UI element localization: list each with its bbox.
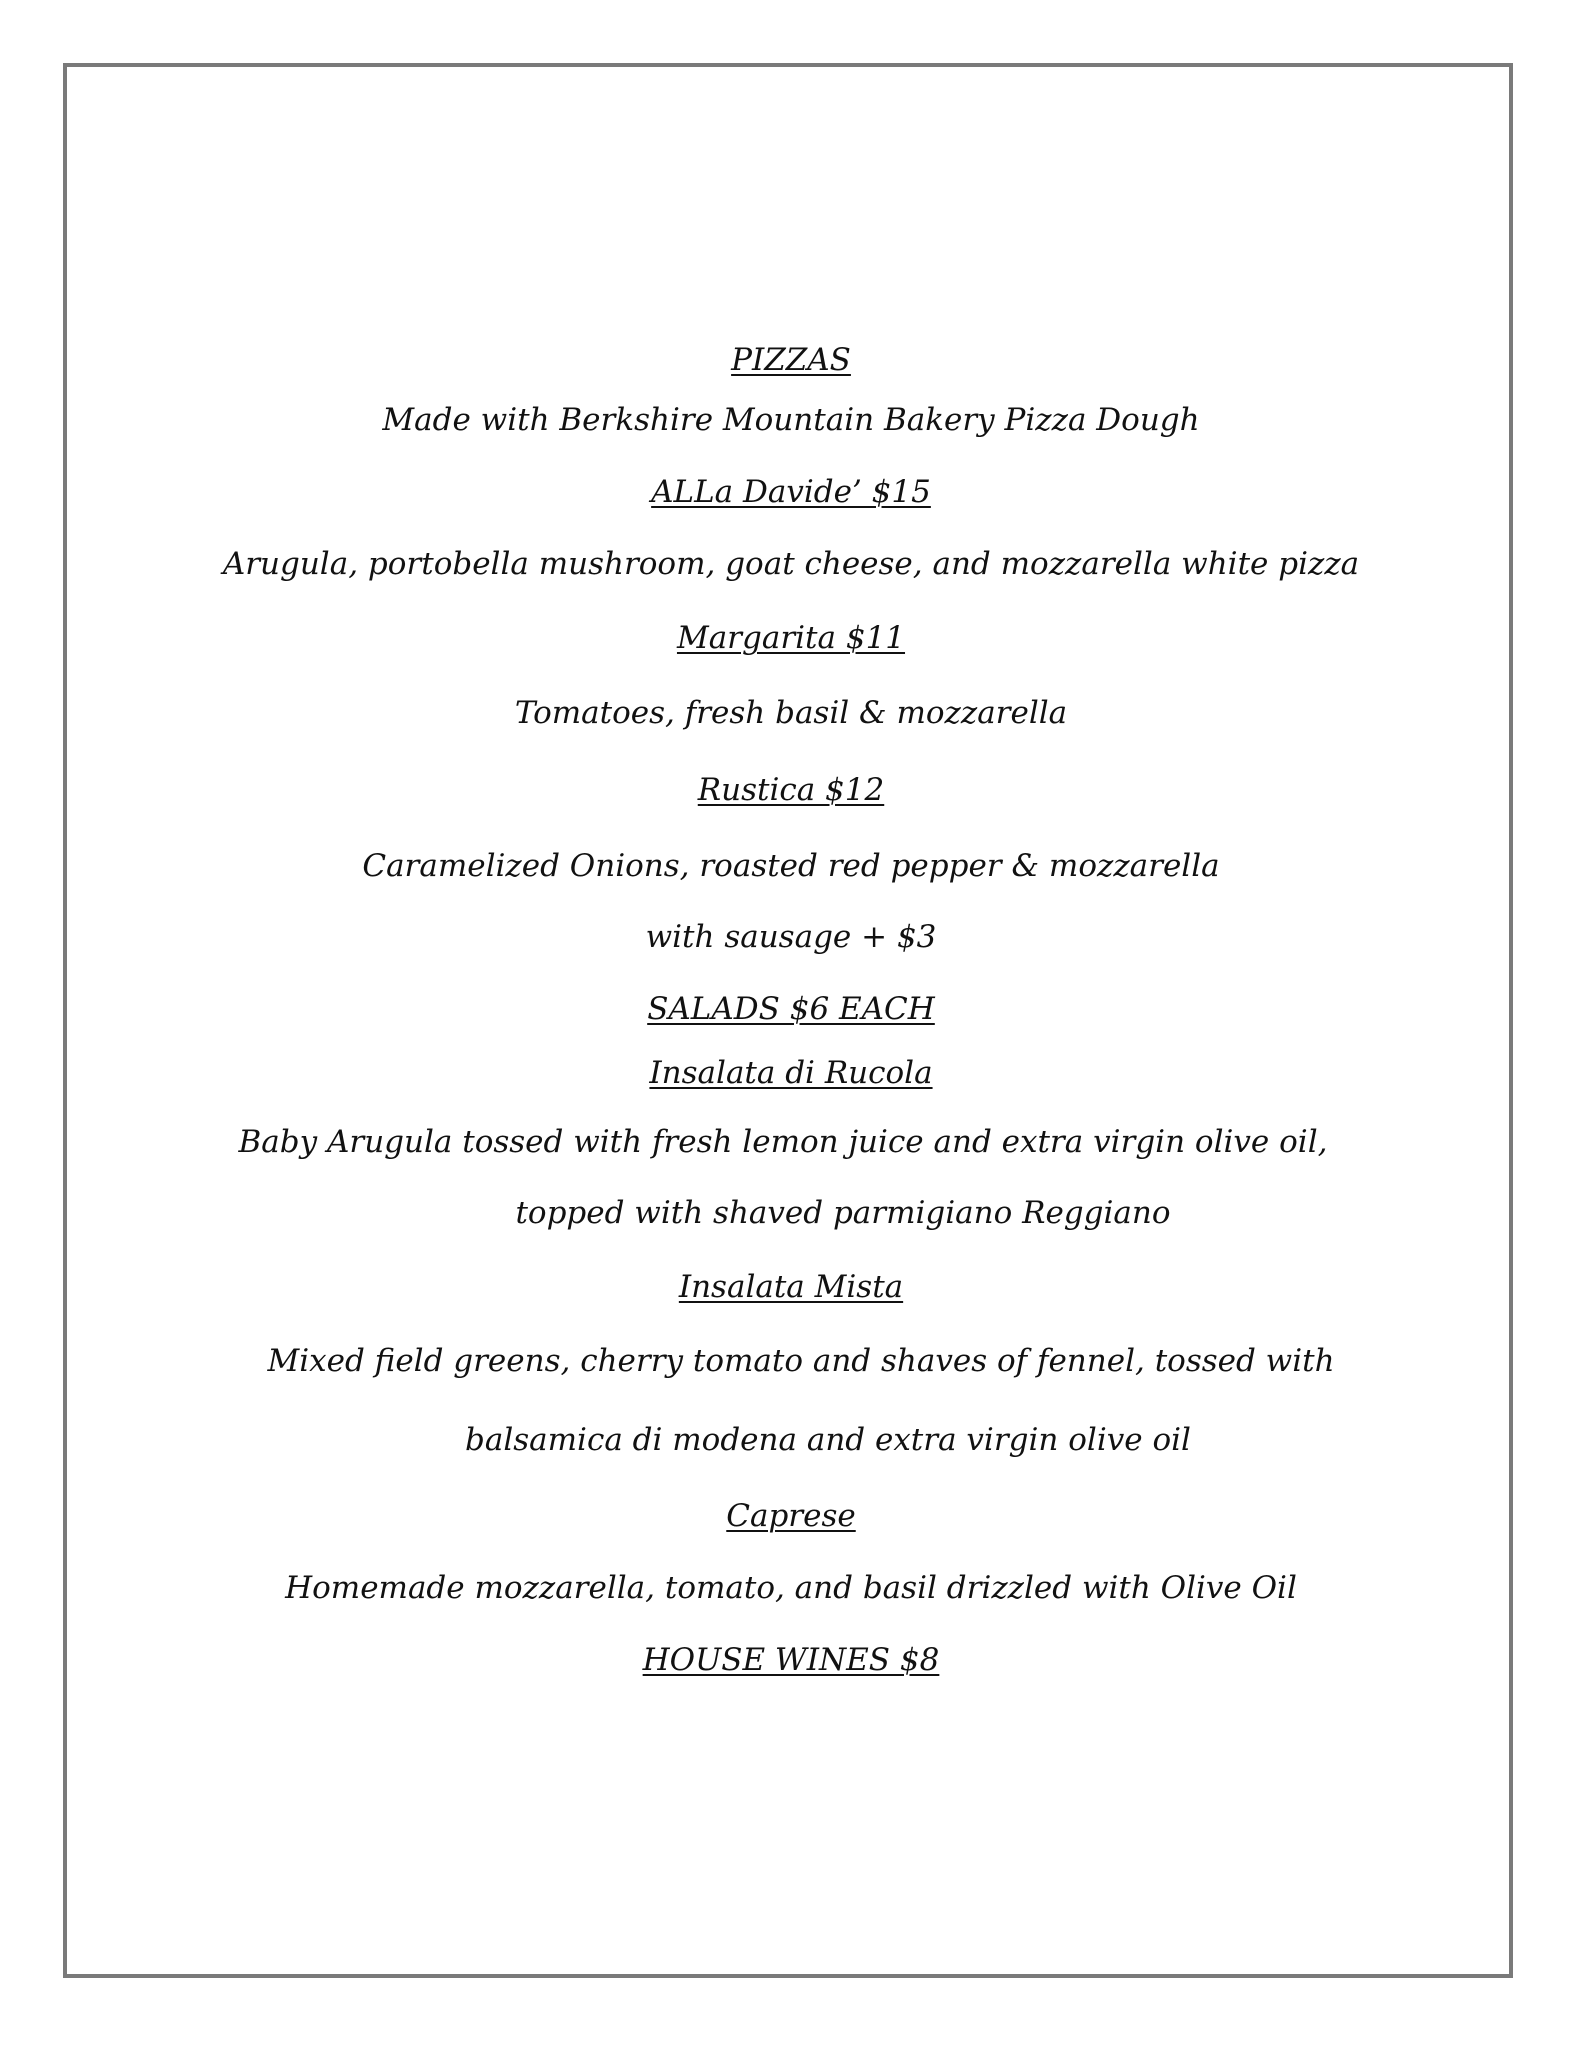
pizza-description-alla-davide: Arugula, portobella mushroom, goat cheese, and mozzarella white pizza bbox=[222, 546, 1360, 582]
pizza-title-alla-davide: ALLa Davide’ $15 bbox=[651, 474, 931, 510]
pizza-description-margarita: Tomatoes, fresh basil & mozzarella bbox=[514, 695, 1068, 731]
pizzas-heading: PIZZAS bbox=[731, 342, 851, 378]
salad-description-mista-line-2: balsamica di modena and extra virgin olive oil bbox=[465, 1422, 1191, 1458]
salad-title-mista: Insalata Mista bbox=[678, 1269, 904, 1305]
salad-title-caprese: Caprese bbox=[726, 1498, 856, 1534]
salad-title-rucola: Insalata di Rucola bbox=[649, 1055, 933, 1091]
salad-description-rucola-line-1: Baby Arugula tossed with fresh lemon juice and extra virgin olive oil, bbox=[238, 1124, 1328, 1160]
pizzas-subtitle: Made with Berkshire Mountain Bakery Pizza Dough bbox=[382, 402, 1200, 438]
salad-description-rucola-line-2: topped with shaved parmigiano Reggiano bbox=[515, 1195, 1171, 1231]
pizza-title-margarita: Margarita $11 bbox=[676, 620, 906, 656]
wines-heading: HOUSE WINES $8 bbox=[642, 1642, 940, 1678]
pizza-description-rustica: Caramelized Onions, roasted red pepper & mozzarella bbox=[362, 848, 1220, 884]
pizza-extra-rustica: with sausage + $3 bbox=[645, 919, 937, 955]
pizza-title-rustica: Rustica $12 bbox=[697, 772, 885, 808]
salad-description-caprese: Homemade mozzarella, tomato, and basil drizzled with Olive Oil bbox=[285, 1570, 1297, 1606]
salad-description-mista-line-1: Mixed field greens, cherry tomato and shaves of fennel, tossed with bbox=[267, 1343, 1335, 1379]
salads-heading: SALADS $6 EACH bbox=[647, 991, 935, 1027]
